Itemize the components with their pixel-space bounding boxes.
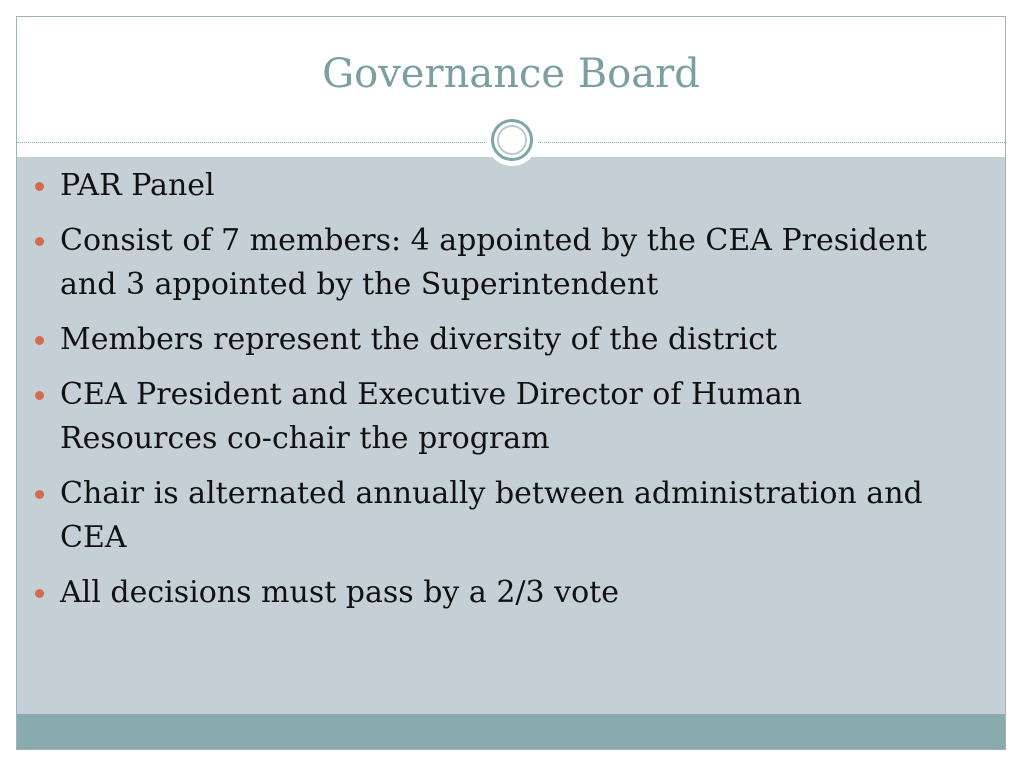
circle-bullet-icon: [35, 237, 44, 246]
circle-bullet-icon: [35, 336, 44, 345]
circle-bullet-icon: [35, 182, 44, 191]
bullet-text: Members represent the diversity of the district: [60, 322, 778, 357]
bullet-item: [35, 318, 965, 362]
bullet-item: [35, 373, 965, 461]
bullet-item: [35, 164, 965, 208]
bullet-list: [35, 164, 965, 626]
footer-bar: [17, 714, 1005, 749]
bullet-text: CEA President and Executive Director of Human Resources co-chair the program: [60, 377, 803, 456]
circle-bullet-icon: [35, 490, 44, 499]
bullet-text: PAR Panel: [60, 168, 215, 203]
bullet-item: [35, 472, 965, 560]
bullet-text: Chair is alternated annually between administration and CEA: [60, 476, 923, 555]
bullet-text: All decisions must pass by a 2/3 vote: [60, 575, 619, 610]
bullet-item: [35, 219, 965, 307]
slide-title: Governance Board: [322, 51, 700, 97]
circle-bullet-icon: [35, 589, 44, 598]
bullet-text: Consist of 7 members: 4 appointed by the CEA President and 3 appointed by the Superintendent: [60, 223, 928, 302]
ring-inner: [497, 125, 527, 155]
circle-bullet-icon: [35, 391, 44, 400]
ring-icon: [486, 114, 538, 166]
bullet-item: [35, 571, 965, 615]
